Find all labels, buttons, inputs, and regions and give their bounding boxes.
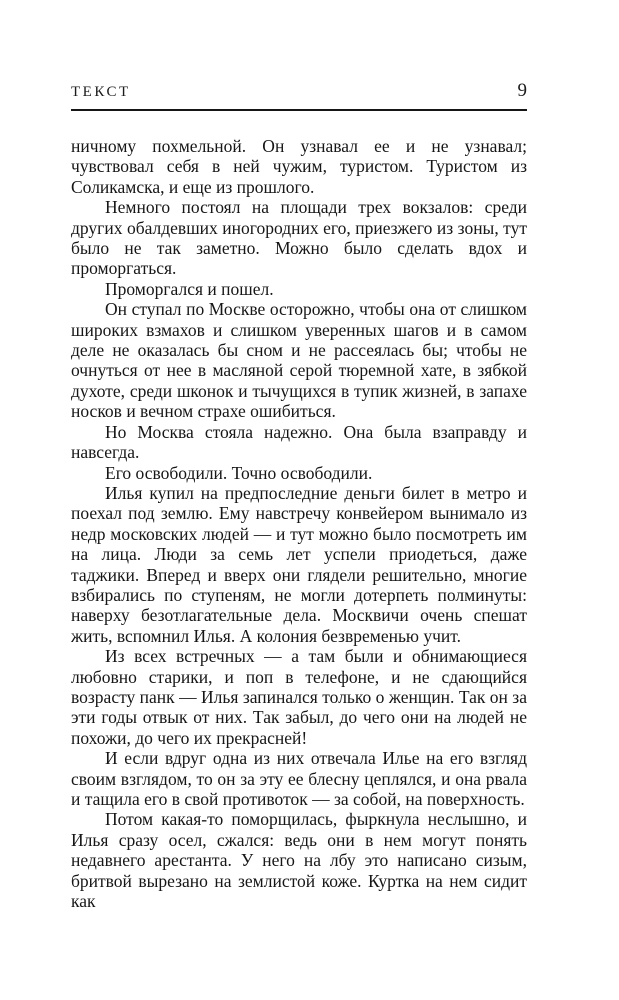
running-head: ТЕКСТ	[71, 84, 131, 100]
paragraph: Из всех встречных — а там были и обнимающиеся любовно старики, и поп в телефоне, и не сдающийся возрасту панк — Илья запинался только о женщин. Так он за эти годы отвык от них. Так забыл, до чего они на людей не похожи, до чего их прекрасней!	[71, 646, 527, 748]
paragraph: Илья купил на предпоследние деньги билет в метро и поехал под землю. Ему навстречу конвейером вынимало из недр московских людей — и тут можно было посмотреть им на лица. Люди за семь лет успели приодеться, даже таджики. Вперед и вверх они глядели решительно, многие взбирались по ступеням, не могли дотерпеть полминуты: наверху безотлагательные дела. Москвичи очень спешат жить, вспомнил Илья. А колония безвременью учит.	[71, 482, 527, 646]
paragraph: Но Москва стояла надежно. Она была взаправду и навсегда.	[71, 421, 527, 463]
paragraph-cut-off: Потом какая-то поморщилась, фыркнула неслышно, и Илья сразу осел, сжался: ведь они в нем могут понять недавнего арестанта. У него на лбу это написано сизым, бритвой вырезано на землистой коже. Куртка на нем сидит как	[71, 809, 527, 912]
paragraph: Его освободили. Точно освободили.	[105, 462, 373, 483]
paragraph-continuation: ничному похмельной. Он узнавал ее и не узнавал; чувствовал себя в ней чужим, туристом. Туристом из Соликамска, и еще из прошлого.	[71, 136, 527, 197]
page-header	[71, 80, 527, 111]
page-number: 9	[517, 80, 527, 101]
page-body	[71, 136, 527, 911]
paragraph: Немного постоял на площади трех вокзалов: среди других обалдевших иногородних его, приезжего из зоны, тут было не так заметно. Можно было сделать вдох и проморгаться.	[71, 197, 527, 279]
paragraph: Проморгался и пошел.	[105, 278, 274, 299]
text-block	[71, 80, 527, 911]
paragraph: Он ступал по Москве осторожно, чтобы она от слишком широких взмахов и слишком уверенных шагов и в самом деле не оказалась бы сном и не рассеялась бы; чтобы не очнуться от нее в масляной серой тюремной хате, в зябкой духоте, среди шконок и тычущихся в тупик жизней, в запахе носков и вечном страхе ошибиться.	[71, 299, 527, 422]
paragraph: И если вдруг одна из них отвечала Илье на его взгляд своим взглядом, то он за эту ее блесну цеплялся, и она рвала и тащила его в свой противоток — за собой, на поверхность.	[71, 748, 527, 809]
